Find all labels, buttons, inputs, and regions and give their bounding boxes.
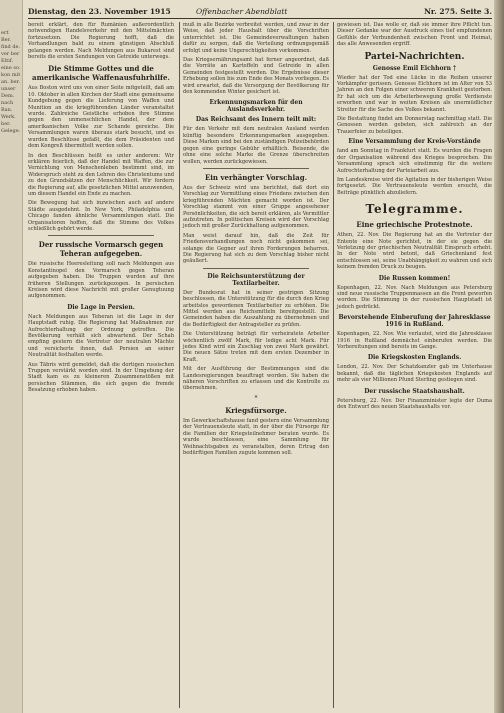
article-headline: Die Russen kommen! — [378, 274, 451, 282]
article-headline: Erkennungsmarken für den Auslandsverkehr. — [209, 99, 303, 114]
binding-spine — [494, 0, 504, 713]
article-paragraph: Die Bewegung hat sich inzwischen auch auf andere Städte ausgedehnt. In New York, Philadelphia und Chicago fanden ähnliche Versammlungen statt. Die Organisatoren hoffen, daß die Stimme des Volkes schließlich gehört werde. — [28, 200, 174, 232]
article-divider — [203, 268, 309, 269]
article-paragraph: London, 22. Nov. Der Schatzkanzler gab im Unterhause bekannt, daß die täglichen Kriegskosten Englands auf mehr als vier Millionen Pfund Sterling gestiegen sind. — [337, 364, 492, 384]
article-paragraph: Wieder hat der Tod eine Lücke in die Reihen unserer Vorkämpfer gerissen. Genosse Eichhorn ist im Alter von 53 Jahren an den Folgen einer schweren Krankheit gestorben. Er hat sich um die Arbeiterbewegung große Verdienste erworben und war in weiten Kreisen als unermüdlicher Streiter für die Sache des Volkes bekannt. — [337, 74, 492, 113]
article-paragraph: Athen, 22. Nov. Die Regierung hat an die Vertreter der Entente eine Note gerichtet, in der sie gegen die Verletzung der griechischen Neutralität Einspruch erhebt. In der Note wird betont, daß Griechenland fest entschlossen sei, seine Unabhängigkeit zu wahren und sich keinem fremden Druck zu beugen. — [337, 232, 492, 271]
article-paragraph: Das Kriegsernährungsamt hat ferner angeordnet, daß die Vorräte an Kartoffeln und Getreide in allen Gemeinden festgestellt werden. Die Ergebnisse dieser Erhebung sollen bis zum Ende des Monats vorliegen. Es wird erwartet, daß die Versorgung der Bevölkerung für den kommenden Winter gesichert ist. — [183, 57, 329, 96]
article-headline: Der russische Vormarsch gegen Teheran aufgegeben. — [38, 240, 164, 259]
article-headline: Bevorstehende Einberufung der Jahresklasse 1916 in Rußland. — [338, 314, 491, 329]
article-headline: Die Kriegskosten Englands. — [367, 354, 462, 362]
article-divider — [203, 168, 309, 169]
article-subheadline: Genosse Emil Eichhorn † — [372, 64, 457, 72]
section-ornament: * — [254, 394, 258, 402]
article-paragraph: Für den Verkehr mit dem neutralen Ausland werden künftig besondere Erkennungsmarken ausgegeben. Diese Marken sind bei den zuständigen Polizeibehörden gegen eine geringe Gebühr erhältlich. Reisende, die ohne eine solche Marke die Grenze überschreiten wollen, werden zurückgewiesen. — [183, 126, 329, 165]
section-headline-telegrams: Telegramme. — [365, 202, 464, 217]
article-headline: Ein verhängter Vorschlag. — [204, 172, 308, 182]
section-headline: Partei-Nachrichten. — [364, 51, 465, 62]
article-paragraph: Kopenhagen, 22. Nov. Wie verlautet, wird die Jahresklasse 1916 in Rußland demnächst einberufen werden. Die Vorbereitungen sind bereits im Gange. — [337, 331, 492, 350]
article-paragraph: Aus Täbris wird gemeldet, daß die dortigen russischen Truppen verstärkt worden sind. In der Umgebung der Stadt kam es zu kleineren Zusammenstößen mit persischen Stämmen, die sich gegen die fremde Besatzung erhoben haben. — [28, 361, 174, 394]
gutter-text: erf. Ber. find de. ver ber Eltif. eine so. kon mit an. ber. unser Dem. nach Ban. Werk. ber. Gelege. — [1, 30, 22, 134]
article-paragraph: Die Bestattung findet am Donnerstag nachmittag statt. Die Genossen werden gebeten, sich zahlreich an der Trauerfeier zu beteiligen. — [337, 116, 492, 135]
masthead — [28, 6, 492, 19]
article-divider — [48, 235, 154, 236]
article-paragraph: Petersburg, 22. Nov. Der Finanzminister legte der Duma den Entwurf des neuen Staatshaushalts vor. — [337, 397, 492, 411]
column-2 — [183, 22, 329, 708]
article-paragraph: In den Beschlüssen heißt es unter anderem: Wir erklären feierlich, daß der Handel mit Waffen, die zur Vernichtung von Menschenleben bestimmt sind, im Widerspruch steht zu den Lehren des Christentums und zu den Grundsätzen der Menschlichkeit. Wir fordern die Regierung auf, alle gesetzlichen Mittel anzuwenden, um diesem Handel ein Ende zu machen. — [28, 152, 174, 197]
masthead-date: Dienstag, den 23. November 1915 — [28, 7, 171, 16]
article-intro: gewiesen ist. Das wolle er, daß sie immer ihre Pflicht tun. Dieser Gedanke war der Ausdruck eines tief empfundenen Gefühls der Verbundenheit zwischen Front und Heimat, das alle Anwesenden ergriff. — [337, 22, 492, 48]
article-headline: Die Stimme Gottes und die amerikanische Waffenausfuhrhilfe. — [32, 64, 170, 83]
article-paragraph: Nach Meldungen aus Teheran ist die Lage in der Hauptstadt ruhig. Die Regierung hat Maßnahmen zur Aufrechterhaltung der Ordnung getroffen. Die Bevölkerung verhält sich abwartend. Der Schah empfing gestern die Vertreter der neutralen Mächte und versicherte ihnen, daß Persien an seiner Neutralität festhalten werde. — [28, 313, 174, 359]
article-paragraph: Die Unterstützung beträgt für verheiratete Arbeiter wöchentlich zwölf Mark, für ledige acht Mark. Für jedes Kind wird ein Zuschlag von zwei Mark gewährt. Die neuen Sätze treten mit dem ersten Dezember in Kraft. — [183, 331, 329, 363]
column-1 — [28, 22, 174, 708]
article-intro: bereit erklärt, den für Rumänien außerordentlich notwendigen Handelsverkehr mit den Mittelmächten fortzusetzen. Die Regierung hofft, daß die Verhandlungen bald zu einem günstigen Abschluß gelangen werden. Nach Meldungen aus Bukarest sind bereits die ersten Sendungen von Getreide unterwegs. — [28, 22, 174, 61]
article-paragraph: Aus der Schweiz wird uns berichtet, daß dort ein Vorschlag zur Vermittlung eines Friedens zwischen den kriegführenden Mächten gemacht worden ist. Der Vorschlag stammt von einer Gruppe angesehener Persönlichkeiten, die sich bereit erklären, als Vermittler aufzutreten. In politischen Kreisen wird der Vorschlag jedoch mit großer Zurückhaltung aufgenommen. — [183, 184, 329, 230]
article-paragraph: Kopenhagen, 22. Nov. Nach Meldungen aus Petersburg sind neue russische Truppenmassen an die Front geworfen worden. Die Stimmung in der russischen Hauptstadt ist jedoch gedrückt. — [337, 284, 492, 310]
masthead-page-number: Nr. 275. Seite 3. — [424, 7, 492, 16]
article-paragraph: Aus Boston wird uns von einer Seite mitgeteilt, daß am 10. Oktober in allen Kirchen der Stadt eine gemeinsame Kundgebung gegen die Lieferung von Waffen und Munition an die kriegführenden Länder veranstaltet wurde. Zahlreiche Geistliche erhoben ihre Stimme gegen den unmenschlichen Handel, der dem amerikanischen Volke zur Schande gereiche. Die Versammlungen waren überaus stark besucht, und es wurden Beschlüsse gefaßt, die dem Präsidenten und dem Kongreß übermittelt werden sollen. — [28, 85, 174, 150]
article-paragraph: Im Gewerkschaftshause fand gestern eine Versammlung der Vertrauensleute statt, in der über die Fürsorge für die Familien der Kriegsteilnehmer beraten wurde. Es wurde beschlossen, eine Sammlung für Weihnachtsgaben zu veranstalten, deren Ertrag den bedürftigen Familien zugute kommen soll. — [183, 417, 329, 456]
article-headline: Kriegsfürsorge. — [225, 405, 287, 415]
column-3 — [337, 22, 492, 708]
article-paragraph: Mit der Ausführung der Bestimmungen sind die Landesregierungen beauftragt worden. Sie haben die näheren Vorschriften zu erlassen und die Kontrolle zu übernehmen. — [183, 366, 329, 392]
article-paragraph: Die russische Heeresleitung soll nach Meldungen aus Konstantinopel den Vormarsch gegen Teheran aufgegeben haben. Die Truppen wurden auf ihre früheren Stellungen zurückgezogen. In persischen Kreisen wird diese Nachricht mit großer Genugtuung aufgenommen. — [28, 261, 174, 300]
article-headline: Der russische Staatshaushalt. — [364, 387, 465, 395]
column-rule — [179, 22, 180, 708]
article-headline: Eine griechische Protestnote. — [356, 220, 473, 230]
article-headline: Die Reichsunterstützung der Textilarbeiter. — [207, 272, 305, 287]
column-rule — [333, 22, 334, 708]
article-paragraph: Im Landeskreise wird die Agitation in der bisherigen Weise fortgesetzt. Die Vertrauensleute werden ersucht, die Beiträge pünktlich abzuliefern. — [337, 176, 492, 196]
article-intro: muß in alle Bezirke verbreitet werden, und zwar in der Weise, daß jeder Haushalt über die Vorschriften unterrichtet ist. Die Gemeindeverwaltungen haben dafür zu sorgen, daß die Verteilung ordnungsgemäß erfolgt und keine Ungerechtigkeiten vorkommen. — [183, 22, 329, 54]
article-paragraph: fand am Sonntag in Frankfurt statt. Es wurden die Fragen der Organisation während des Krieges besprochen. Die Versammlung sprach sich einstimmig für die weitere Aufrechterhaltung der Parteiarbeit aus. — [337, 148, 492, 174]
article-headline: Die Lage in Persien. — [67, 303, 135, 311]
article-paragraph: Man weist darauf hin, daß die Zeit für Friedensverhandlungen noch nicht gekommen sei, solange die Gegner auf ihren Forderungen beharren. Die Regierung hat sich zu dem Vorschlag bisher nicht geäußert. — [183, 232, 329, 265]
article-paragraph: Der Bundesrat hat in seiner gestrigen Sitzung beschlossen, die Unterstützung für die durch den Krieg arbeitslos gewordenen Textilarbeiter zu erhöhen. Die Mittel werden aus Reichsmitteln bereitgestellt. Die Gemeinden haben die Auszahlung zu übernehmen und die Bedürftigkeit der Antragsteller zu prüfen. — [183, 289, 329, 328]
article-subheadline: Eine Versammlung der Kreis-Vorstände — [348, 138, 481, 146]
masthead-title: Offenbacher Abendblatt — [196, 7, 288, 16]
adjacent-page-edge — [0, 0, 23, 713]
article-subheadline: Das Reichsamt des Innern teilt mit: — [195, 116, 317, 124]
